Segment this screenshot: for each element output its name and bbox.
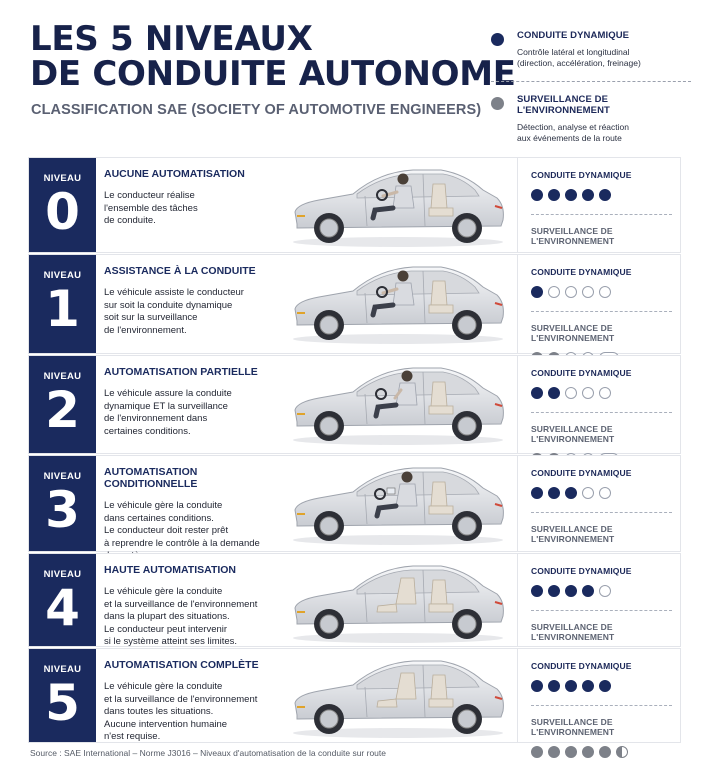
level-row-0 — [28, 157, 681, 253]
ratings-divider — [531, 610, 672, 611]
level-row-4 — [28, 553, 681, 647]
level-description — [104, 388, 279, 438]
rating-dot-empty — [599, 487, 611, 499]
rating-dot-filled — [531, 680, 543, 692]
legend-desc-line: (direction, accélération, freinage) — [517, 58, 641, 68]
level-badge — [29, 356, 96, 453]
level-desc-line: de l'environnement dans — [104, 413, 208, 425]
legend-desc-line: Détection, analyse et réaction — [517, 122, 629, 132]
level-description — [104, 681, 279, 744]
environment-label: SURVEILLANCE DE L'ENVIRONNEMENT — [531, 524, 615, 544]
rating-dot-filled — [531, 746, 543, 758]
level-word: NIVEAU — [43, 569, 82, 580]
level-description — [104, 287, 279, 337]
source-note: Source : SAE International – Norme J3016 – Niveaux d'automatisation de la conduite sur route — [30, 748, 386, 758]
rating-dot-filled — [582, 189, 594, 201]
level-desc-line: dynamique ET la surveillance — [104, 400, 228, 412]
ratings-divider — [531, 214, 672, 215]
legend — [491, 30, 691, 144]
legend-desc-line: aux événements de la route — [517, 133, 622, 143]
rating-dot-filled — [531, 487, 543, 499]
level-text — [104, 659, 279, 744]
dynamic-dots — [531, 286, 682, 298]
rating-dot-filled — [565, 487, 577, 499]
legend-title: SURVEILLANCE DE L'ENVIRONNEMENT — [517, 94, 610, 116]
level-desc-line: Le conducteur réalise — [104, 190, 195, 201]
level-badge — [29, 255, 96, 353]
page-subtitle: CLASSIFICATION SAE (SOCIETY OF AUTOMOTIVE ENGINEERS) — [31, 102, 482, 118]
level-ratings — [517, 158, 682, 252]
car-illustration — [283, 653, 513, 741]
level-row-3 — [28, 455, 681, 552]
car-illustration — [283, 360, 513, 448]
level-row-5 — [28, 648, 681, 743]
dynamic-dots — [531, 680, 682, 692]
car-illustration — [283, 259, 513, 347]
legend-dot-icon — [491, 33, 504, 46]
rating-dot-empty — [565, 387, 577, 399]
level-heading: AUTOMATISATION COMPLÈTE — [104, 659, 259, 671]
dynamic-dots — [531, 585, 682, 597]
dynamic-label: CONDUITE DYNAMIQUE — [531, 661, 632, 671]
environment-label: SURVEILLANCE DE L'ENVIRONNEMENT — [531, 323, 615, 343]
rating-dot-empty — [582, 387, 594, 399]
level-ratings — [517, 255, 682, 353]
dynamic-label: CONDUITE DYNAMIQUE — [531, 170, 632, 180]
page-title — [30, 19, 516, 94]
legend-dot-icon — [491, 97, 504, 110]
level-desc-line: Le véhicule assure la conduite — [104, 388, 232, 399]
level-desc-line: Le véhicule gère la conduite — [104, 681, 223, 692]
level-desc-line: l'ensemble des tâches — [104, 202, 198, 214]
rating-dot-filled — [582, 680, 594, 692]
level-number: 1 — [45, 280, 80, 338]
level-heading: ASSISTANCE À LA CONDUITE — [104, 265, 256, 277]
level-word: NIVEAU — [43, 664, 82, 675]
ratings-divider — [531, 412, 672, 413]
rating-dot-filled — [531, 189, 543, 201]
car-image — [283, 558, 513, 646]
level-row-2 — [28, 355, 681, 454]
level-ratings — [517, 456, 682, 551]
level-heading: AUTOMATISATION PARTIELLE — [104, 366, 258, 378]
level-text — [104, 564, 279, 649]
level-desc-line: dans la plupart des situations. — [104, 611, 230, 623]
rating-dot-filled — [582, 585, 594, 597]
rating-dot-empty — [582, 487, 594, 499]
legend-item-environment — [491, 94, 691, 144]
level-ratings — [517, 649, 682, 742]
car-image — [283, 360, 513, 448]
level-desc-line: et la surveillance de l'environnement — [104, 598, 258, 610]
dynamic-label: CONDUITE DYNAMIQUE — [531, 468, 632, 478]
level-heading: HAUTE AUTOMATISATION — [104, 564, 237, 576]
level-desc-line: dans certaines conditions. — [104, 512, 214, 524]
level-ratings — [517, 554, 682, 646]
level-ratings — [517, 356, 682, 453]
level-desc-line: de l'environnement. — [104, 324, 187, 336]
title-line-1: LES 5 NIVEAUX — [30, 19, 313, 59]
level-text — [104, 366, 279, 438]
level-desc-line: si le système atteint ses limites. — [104, 636, 238, 648]
level-desc-line: de conduite. — [104, 215, 156, 227]
rating-dot-filled — [548, 487, 560, 499]
level-number: 4 — [45, 579, 80, 637]
dynamic-label: CONDUITE DYNAMIQUE — [531, 368, 632, 378]
rating-dot-empty — [599, 387, 611, 399]
level-desc-line: Le véhicule gère la conduite — [104, 586, 223, 597]
legend-desc — [517, 122, 691, 144]
environment-label: SURVEILLANCE DE L'ENVIRONNEMENT — [531, 424, 615, 444]
level-desc-line: à reprendre le contrôle à la demande — [104, 537, 260, 549]
environment-label: SURVEILLANCE DE L'ENVIRONNEMENT — [531, 226, 615, 246]
dynamic-label: CONDUITE DYNAMIQUE — [531, 566, 632, 576]
legend-desc — [517, 47, 691, 69]
level-desc-line: Le conducteur doit rester prêt — [104, 525, 229, 537]
level-word: NIVEAU — [43, 371, 82, 382]
level-desc-line: Le véhicule assiste le conducteur — [104, 287, 244, 298]
level-text — [104, 466, 279, 563]
level-desc-line: n'est requise. — [104, 731, 161, 743]
rating-dot-empty — [565, 286, 577, 298]
rating-dot-filled — [531, 387, 543, 399]
rating-dot-empty — [548, 286, 560, 298]
level-badge — [29, 554, 96, 646]
rating-dot-filled — [582, 746, 594, 758]
rating-dot-filled — [565, 585, 577, 597]
dynamic-dots — [531, 189, 682, 201]
level-desc-line: dans toutes les situations. — [104, 706, 214, 718]
car-illustration — [283, 162, 513, 250]
level-number: 5 — [45, 674, 80, 732]
rating-dot-empty — [599, 585, 611, 597]
dynamic-dots — [531, 387, 682, 399]
dynamic-dots — [531, 487, 682, 499]
level-number: 0 — [45, 183, 80, 241]
level-heading: AUTOMATISATION CONDITIONNELLE — [104, 466, 198, 490]
rating-dot-filled — [599, 189, 611, 201]
rating-dot-filled — [599, 680, 611, 692]
rating-dot-filled — [548, 680, 560, 692]
level-description — [104, 586, 279, 649]
level-desc-line: sur soit la conduite dynamique — [104, 299, 233, 311]
level-desc-line: Aucune intervention humaine — [104, 718, 228, 730]
rating-dot-filled — [565, 746, 577, 758]
rating-dot-filled — [548, 746, 560, 758]
level-description — [104, 190, 279, 228]
rating-dot-filled — [565, 189, 577, 201]
environment-label: SURVEILLANCE DE L'ENVIRONNEMENT — [531, 717, 615, 737]
level-heading: AUCUNE AUTOMATISATION — [104, 168, 245, 180]
ratings-divider — [531, 512, 672, 513]
level-number: 3 — [45, 481, 80, 539]
rating-dot-empty — [599, 286, 611, 298]
level-word: NIVEAU — [43, 270, 82, 281]
level-number: 2 — [45, 381, 80, 439]
level-desc-line: Le véhicule gère la conduite — [104, 500, 223, 511]
environment-label: SURVEILLANCE DE L'ENVIRONNEMENT — [531, 622, 615, 642]
rating-dot-filled — [548, 585, 560, 597]
legend-item-dynamic — [491, 30, 691, 69]
rating-dot-filled — [531, 585, 543, 597]
rating-dot-empty — [582, 286, 594, 298]
legend-divider — [491, 81, 691, 82]
legend-desc-line: Contrôle latéral et longitudinal — [517, 47, 630, 57]
level-badge — [29, 456, 96, 551]
rating-dot-filled — [599, 746, 611, 758]
level-badge — [29, 649, 96, 742]
level-badge — [29, 158, 96, 252]
rating-dot-half — [616, 746, 628, 758]
level-word: NIVEAU — [43, 471, 82, 482]
rating-dot-filled — [565, 680, 577, 692]
level-desc-line: et la surveillance de l'environnement — [104, 693, 258, 705]
car-image — [283, 653, 513, 741]
ratings-divider — [531, 311, 672, 312]
rating-dot-filled — [531, 286, 543, 298]
car-illustration — [283, 558, 513, 646]
legend-title: CONDUITE DYNAMIQUE — [517, 30, 630, 41]
level-text — [104, 265, 279, 337]
rating-dot-filled — [548, 387, 560, 399]
level-desc-line: certaines conditions. — [104, 425, 191, 437]
rating-dot-filled — [548, 189, 560, 201]
level-desc-line: Le conducteur peut intervenir — [104, 623, 228, 635]
car-illustration — [283, 460, 513, 548]
level-text — [104, 168, 279, 228]
ratings-divider — [531, 705, 672, 706]
title-line-2: DE CONDUITE AUTONOME — [30, 54, 516, 94]
level-row-1 — [28, 254, 681, 354]
level-word: NIVEAU — [43, 173, 82, 184]
car-image — [283, 162, 513, 250]
car-image — [283, 460, 513, 548]
car-image — [283, 259, 513, 347]
level-desc-line: soit sur la surveillance — [104, 312, 198, 324]
environment-dots — [531, 746, 682, 758]
dynamic-label: CONDUITE DYNAMIQUE — [531, 267, 632, 277]
